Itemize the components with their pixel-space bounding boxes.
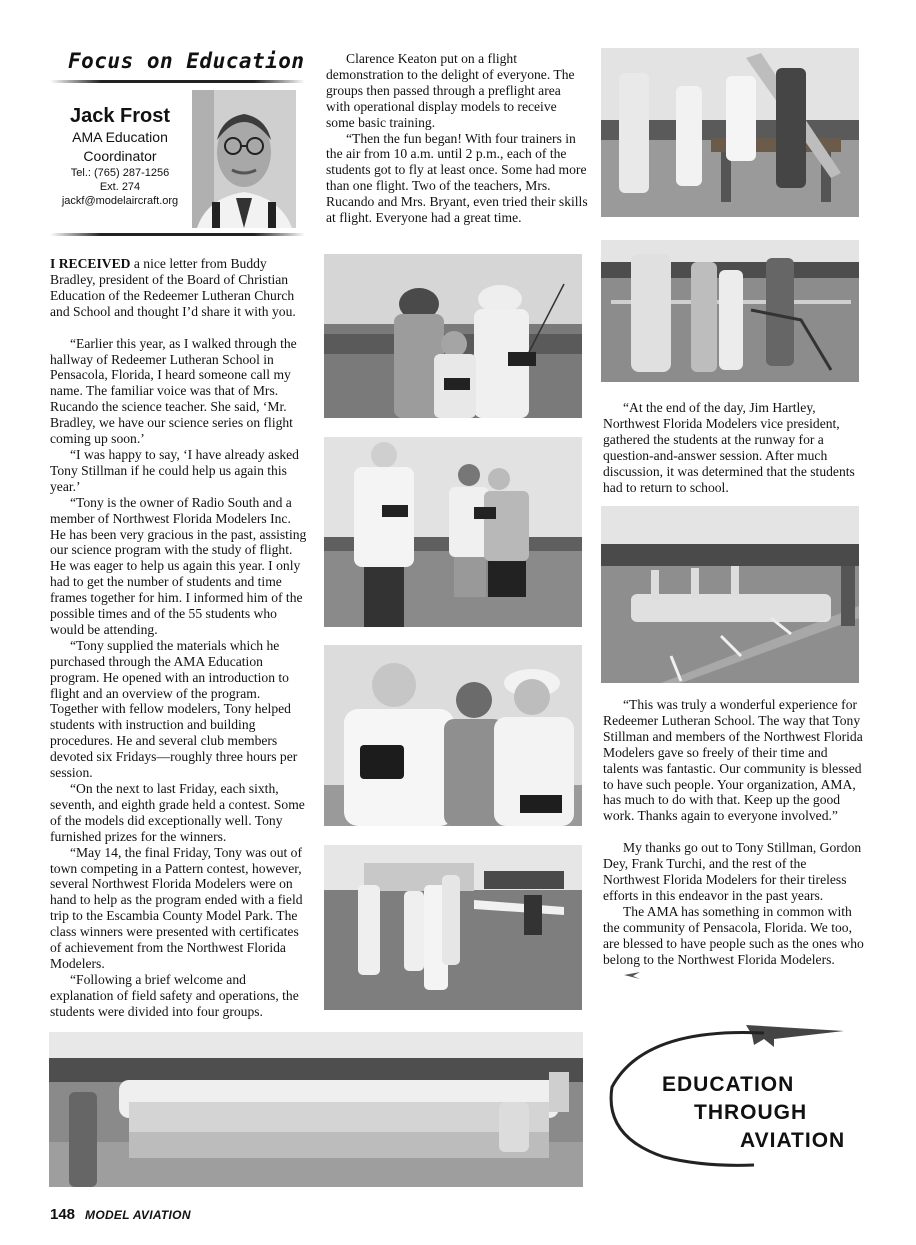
author-name: Jack Frost [69,105,171,127]
photo-students-with-trainer [324,845,582,1010]
author-ext: Ext. 274 [99,181,141,193]
paragraph-text: a nice letter from Buddy Bradley, president of the Board of Christian Education of the Redeemer Lutheran Church and School and thought I’d share it with you. [50,256,296,319]
logo-line-through: THROUGH [694,1101,808,1124]
page-number: 148 [50,1206,76,1223]
author-title-1: AMA Education [72,129,168,145]
magazine-name: MODEL AVIATION [85,1208,191,1222]
paragraph [603,904,865,984]
paragraph: “Tony is the owner of Radio South and a member of Northwest Florida Modelers Inc. He has been very gracious in the past, assisting our science program with the study of flight. He was eager to help us again this year. I only had to get the number of students and time frames together for him. I informed him of the possible times and of the 55 students who would be attending. [50,494,307,637]
footer [50,1206,191,1224]
photo-preflight-table [601,48,859,217]
photo-field-adults [601,240,859,382]
article-column-3-bottom [603,697,865,984]
photo-students-at-runway [601,506,859,683]
education-through-aviation-logo [604,1017,866,1167]
author-block [52,104,188,208]
photo-flying-group [324,437,582,627]
paragraph: My thanks go out to Tony Stillman, Gordon Dey, Frank Turchi, and the rest of the Northwest Florida Modelers for their tireless efforts in this endeavor in the past years. [603,840,862,903]
paragraph-text: The AMA has something in common with the community of Pensacola, Florida. We too, are blessed to have people such as the ones who belong to the Northwest Florida Modelers. [603,903,864,967]
author-portrait [192,90,296,228]
article-column-2 [326,51,588,226]
paragraph: “On the next to last Friday, each sixth, seventh, and eighth grade held a contest. Some of the models did exceptionally well. Tony furnished prizes for the winners. [50,781,305,844]
article-column-3-top [603,400,865,495]
lead-in: I RECEIVED [50,256,131,271]
paragraph: “Then the fun began! With four trainers in the air from 10 a.m. until 2 p.m., each of the students got to fly at least once. Some had more than one flight. Two of the teachers, Mrs. Rucando and Mrs. Bryant, even tried their skills at flight. Everyone had a great time. [326,130,588,226]
author-rule [50,233,305,236]
logo-text [662,1071,845,1155]
header-rule [50,80,305,83]
paragraph: “Tony supplied the materials which he purchased through the AMA Education program. He opened with an introduction to flight and an overview of the program. Together with fellow modelers, Tony helped students with instruction and building procedures. He and several club members devoted six Fridays—roughly three hours per session. [50,637,298,781]
ama-end-mark-icon [603,968,641,984]
paragraph: “I was happy to say, ‘I have already asked Tony Stillman if he could help us again this year.’ [50,446,299,494]
paragraph [50,256,308,320]
paragraph: Clarence Keaton put on a flight demonstration to the delight of everyone. The groups then passed through a preflight area with operational display models to receive some basic training. [326,51,575,130]
article-column-1 [50,256,308,1020]
author-email: jackf@modelaircraft.org [61,195,179,207]
author-title-2: Coordinator [83,148,157,164]
photo-pilots-with-transmitters [324,254,582,418]
logo-line-aviation: AVIATION [740,1129,846,1152]
logo-line-education: EDUCATION [662,1073,795,1096]
paragraph: “Following a brief welcome and explanation of field safety and operations, the students were divided into four groups. [50,971,299,1019]
paragraph: “This was truly a wonderful experience for Redeemer Lutheran School. The way that Tony Stillman and members of the Northwest Florida Modelers gave so freely of their time and talents was fantastic. Our community is blessed to have such people. Your organization, AMA, has much to do with that. Keep up the good work. Thanks again to everyone involved.” [603,697,863,824]
author-tel: Tel.: (765) 287-1256 [70,167,170,179]
photo-boy-and-men-flying [324,645,582,826]
paragraph: “Earlier this year, as I walked through the hallway of Redeemer Lutheran School in Pensacola, Florida, I heard someone call my name. The familiar voice was that of Mrs. Rucando the science teacher. She said, ‘Mr. Bradley, we have our science series on flight coming up soon.’ [50,335,297,447]
column-title: Focus on Education [68,49,305,73]
photo-group-portrait [49,1032,583,1187]
paragraph: “At the end of the day, Jim Hartley, Northwest Florida Modelers vice president, gathered the students at the runway for a question-and-answer session. After much discussion, it was determined that the students had to return to school. [603,400,855,495]
paragraph: “May 14, the final Friday, Tony was out of town competing in a Pattern contest, however, several Northwest Florida Modelers were on hand to help as the program ended with a field trip to the Escambia County Model Park. The class winners were presented with certificates of achievement from the Northwest Florida Modelers. [50,844,303,971]
